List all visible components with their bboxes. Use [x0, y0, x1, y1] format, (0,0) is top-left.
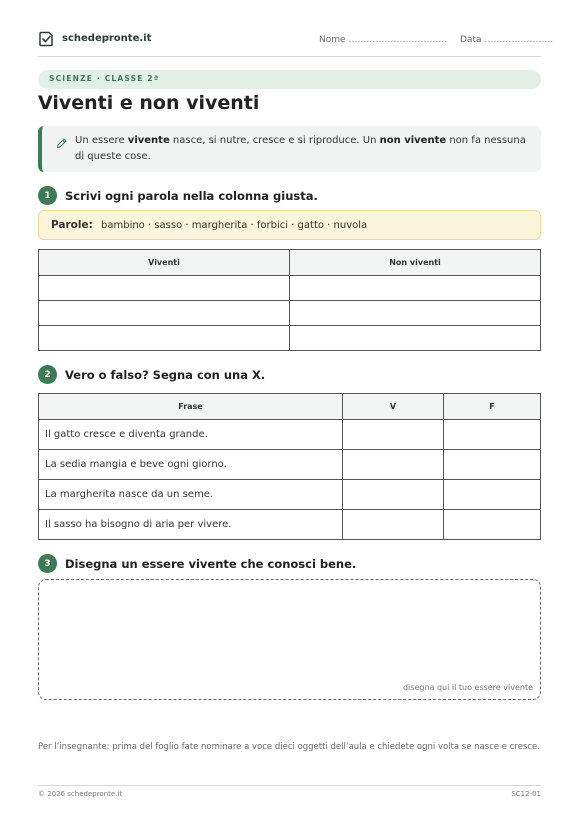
table-row: [39, 510, 541, 540]
info-bold-vivente: vivente: [127, 135, 170, 146]
statement-cell: La sedia mangia e beve ogni giorno.: [39, 450, 343, 480]
info-text-3: non fa nessuna di queste cose.: [75, 135, 526, 162]
column-header-v: V: [343, 394, 444, 420]
column-header-f: F: [444, 394, 541, 420]
drawing-hint: disegna qui il tuo essere vivente: [402, 683, 533, 692]
info-box: [38, 126, 541, 172]
question-2-number: 2: [38, 365, 57, 384]
info-text-1: Un essere: [75, 135, 128, 146]
question-1-text: Scrivi ogni parola nella colonna giusta.: [65, 188, 318, 203]
checked-document-icon: [38, 30, 55, 47]
statement-cell: Il gatto cresce e diventa grande.: [39, 420, 343, 450]
info-text: [75, 133, 531, 165]
question-2-heading: [38, 365, 265, 384]
name-field[interactable]: [319, 35, 447, 45]
tf-table-header-row: [39, 394, 541, 420]
sort-table: [38, 249, 541, 351]
question-1-number: 1: [38, 186, 57, 205]
date-dots: …………………..: [484, 35, 554, 45]
column-header-frase: Frase: [39, 394, 343, 420]
brand-name: schedepronte.it: [62, 33, 152, 44]
answer-cell[interactable]: [39, 326, 290, 351]
table-row: [39, 480, 541, 510]
true-checkbox-cell[interactable]: [343, 420, 444, 450]
page-title: Viventi e non viventi: [38, 92, 260, 114]
footer-code: SC12-01: [511, 790, 541, 798]
table-row: [39, 276, 541, 301]
statement-cell: Il sasso ha bisogno di aria per vivere.: [39, 510, 343, 540]
word-bank: [38, 210, 541, 240]
subject-banner: [38, 70, 541, 89]
footer-copyright: © 2026 schedepronte.it: [38, 790, 123, 798]
page-header: [38, 30, 554, 50]
header-divider: [38, 56, 541, 57]
drawing-area[interactable]: [38, 579, 541, 700]
false-checkbox-cell[interactable]: [444, 480, 541, 510]
question-3-number: 3: [38, 554, 57, 573]
false-checkbox-cell[interactable]: [444, 510, 541, 540]
worksheet-page: [38, 0, 554, 819]
answer-cell[interactable]: [290, 276, 541, 301]
statement-cell: La margherita nasce da un seme.: [39, 480, 343, 510]
question-3-text: Disegna un essere vivente che conosci bene.: [65, 556, 357, 571]
question-2-text: Vero o falso? Segna con una X.: [65, 367, 266, 382]
date-label: Data: [460, 35, 482, 45]
answer-cell[interactable]: [290, 301, 541, 326]
table-row: [39, 301, 541, 326]
footer-divider: [38, 785, 541, 786]
column-header-non-viventi: Non viventi: [290, 250, 541, 276]
true-false-table: [38, 393, 541, 540]
answer-cell[interactable]: [39, 276, 290, 301]
sort-table-header-row: [39, 250, 541, 276]
name-dots: ……………………………: [348, 35, 448, 45]
true-checkbox-cell[interactable]: [343, 480, 444, 510]
teacher-note: Per l’insegnante: prima del foglio fate nominare a voce dieci oggetti dell’aula e chiedete ogni volta se nasce e cresce.: [38, 742, 540, 752]
table-row: [39, 450, 541, 480]
question-3-heading: [38, 554, 356, 573]
name-label: Nome: [319, 35, 346, 45]
false-checkbox-cell[interactable]: [444, 420, 541, 450]
date-field[interactable]: [460, 35, 553, 45]
word-bank-list: bambino · sasso · margherita · forbici · gatto · nuvola: [101, 220, 368, 231]
answer-cell[interactable]: [290, 326, 541, 351]
true-checkbox-cell[interactable]: [343, 450, 444, 480]
info-bold-non-vivente: non vivente: [379, 135, 447, 146]
true-checkbox-cell[interactable]: [343, 510, 444, 540]
word-bank-label: Parole:: [51, 219, 93, 231]
subject-label: SCIENZE · CLASSE 2ª: [49, 74, 160, 83]
brand: [38, 30, 151, 47]
table-row: [39, 420, 541, 450]
question-1-heading: [38, 186, 318, 205]
column-header-viventi: Viventi: [39, 250, 290, 276]
answer-cell[interactable]: [39, 301, 290, 326]
info-text-2: nasce, si nutre, cresce e si riproduce. Un: [169, 135, 380, 146]
table-row: [39, 326, 541, 351]
pencil-icon: [56, 138, 67, 149]
false-checkbox-cell[interactable]: [444, 450, 541, 480]
